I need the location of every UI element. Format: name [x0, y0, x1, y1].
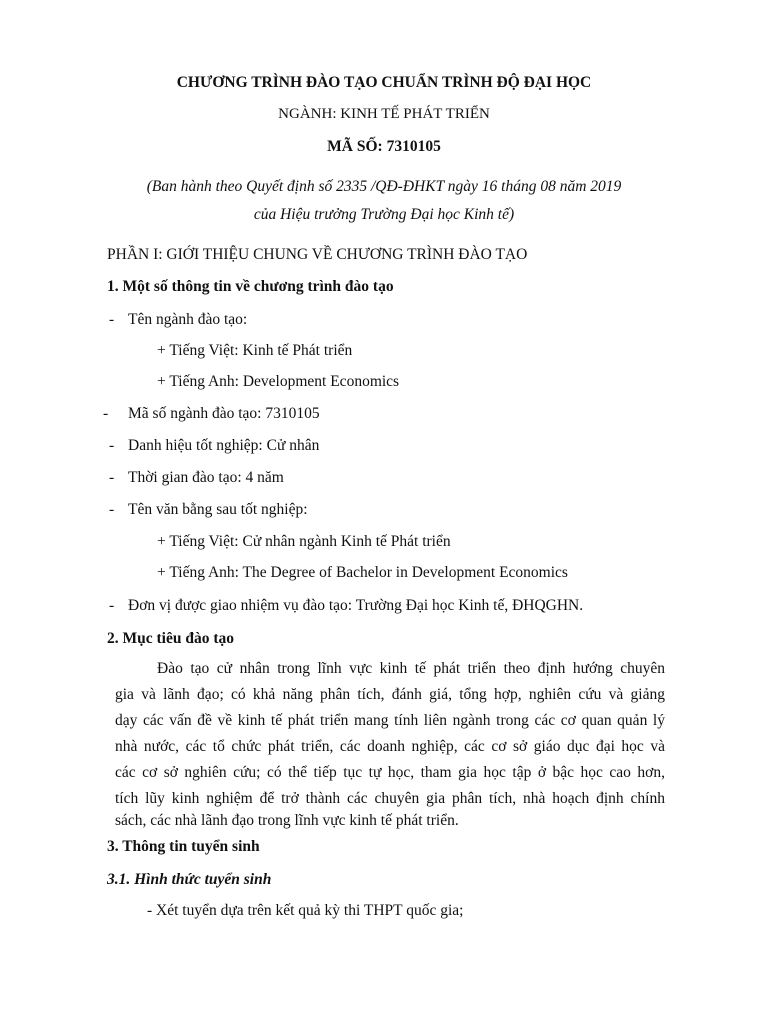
degree-title-item: Danh hiệu tốt nghiệp: Cử nhân	[128, 437, 320, 454]
objective-line: gia và lãnh đạo; có khả năng phân tích, đánh giá, tổng hợp, nghiên cứu và giảng	[115, 686, 665, 703]
objective-line: nhà nước, các tổ chức phát triển, các doanh nghiệp, các cơ sở giáo dục đại học và	[115, 738, 665, 755]
decree-line-2: của Hiệu trưởng Trường Đại học Kinh tế)	[253, 206, 515, 223]
code-line: MÃ SỐ: 7310105	[327, 138, 441, 155]
dash-bullet: -	[109, 311, 115, 328]
diploma-vi-item: + Tiếng Việt: Cử nhân ngành Kinh tế Phát triển	[157, 533, 451, 550]
dash-bullet: -	[109, 501, 115, 518]
training-unit-item: Đơn vị được giao nhiệm vụ đào tạo: Trường Đại học Kinh tế, ĐHQGHN.	[128, 597, 584, 614]
section2-heading: 2. Mục tiêu đào tạo	[107, 630, 235, 647]
document-title: CHƯƠNG TRÌNH ĐÀO TẠO CHUẨN TRÌNH ĐỘ ĐẠI HỌC	[176, 74, 592, 91]
section1-heading: 1. Một số thông tin về chương trình đào tạo	[107, 278, 394, 295]
dash-bullet: -	[109, 597, 115, 614]
major-en-item: + Tiếng Anh: Development Economics	[157, 373, 400, 390]
duration-item: Thời gian đào tạo: 4 năm	[128, 469, 284, 486]
section3-heading: 3. Thông tin tuyển sinh	[107, 838, 260, 855]
part1-heading: PHẦN I: GIỚI THIỆU CHUNG VỀ CHƯƠNG TRÌNH ĐÀO TẠO	[107, 246, 528, 263]
major-name-item: Tên ngành đào tạo:	[128, 311, 248, 328]
major-line: NGÀNH: KINH TẾ PHÁT TRIỂN	[278, 106, 490, 122]
major-code-item: Mã số ngành đào tạo: 7310105	[128, 405, 320, 422]
objective-line: sách, các nhà lãnh đạo trong lĩnh vực kinh tế phát triển.	[115, 812, 459, 829]
dash-bullet: -	[103, 405, 109, 422]
objective-line: các cơ sở nghiên cứu; có thể tiếp tục tự học, tham gia học tập ở bậc học cao hơn,	[115, 764, 665, 781]
decree-line-1: (Ban hành theo Quyết định số 2335 /QĐ-ĐHKT ngày 16 tháng 08 năm 2019	[146, 178, 622, 195]
objective-line: tích lũy kinh nghiệm để trở thành các chuyên gia phân tích, nhà hoạch định chính	[115, 790, 665, 807]
objective-line: dạy các vấn đề về kinh tế phát triển mang tính liên ngành trong các cơ quan quản lý	[115, 712, 665, 729]
section3-1-heading: 3.1. Hình thức tuyển sinh	[107, 871, 272, 888]
objective-line: Đào tạo cử nhân trong lĩnh vực kinh tế phát triển theo định hướng chuyên	[157, 660, 665, 677]
admission-method-item: - Xét tuyển dựa trên kết quả kỳ thi THPT quốc gia;	[147, 902, 464, 919]
dash-bullet: -	[109, 437, 115, 454]
diploma-name-item: Tên văn bằng sau tốt nghiệp:	[128, 501, 308, 518]
major-vi-item: + Tiếng Việt: Kinh tế Phát triển	[157, 342, 353, 359]
dash-bullet: -	[109, 469, 115, 486]
diploma-en-item: + Tiếng Anh: The Degree of Bachelor in Development Economics	[157, 564, 568, 581]
